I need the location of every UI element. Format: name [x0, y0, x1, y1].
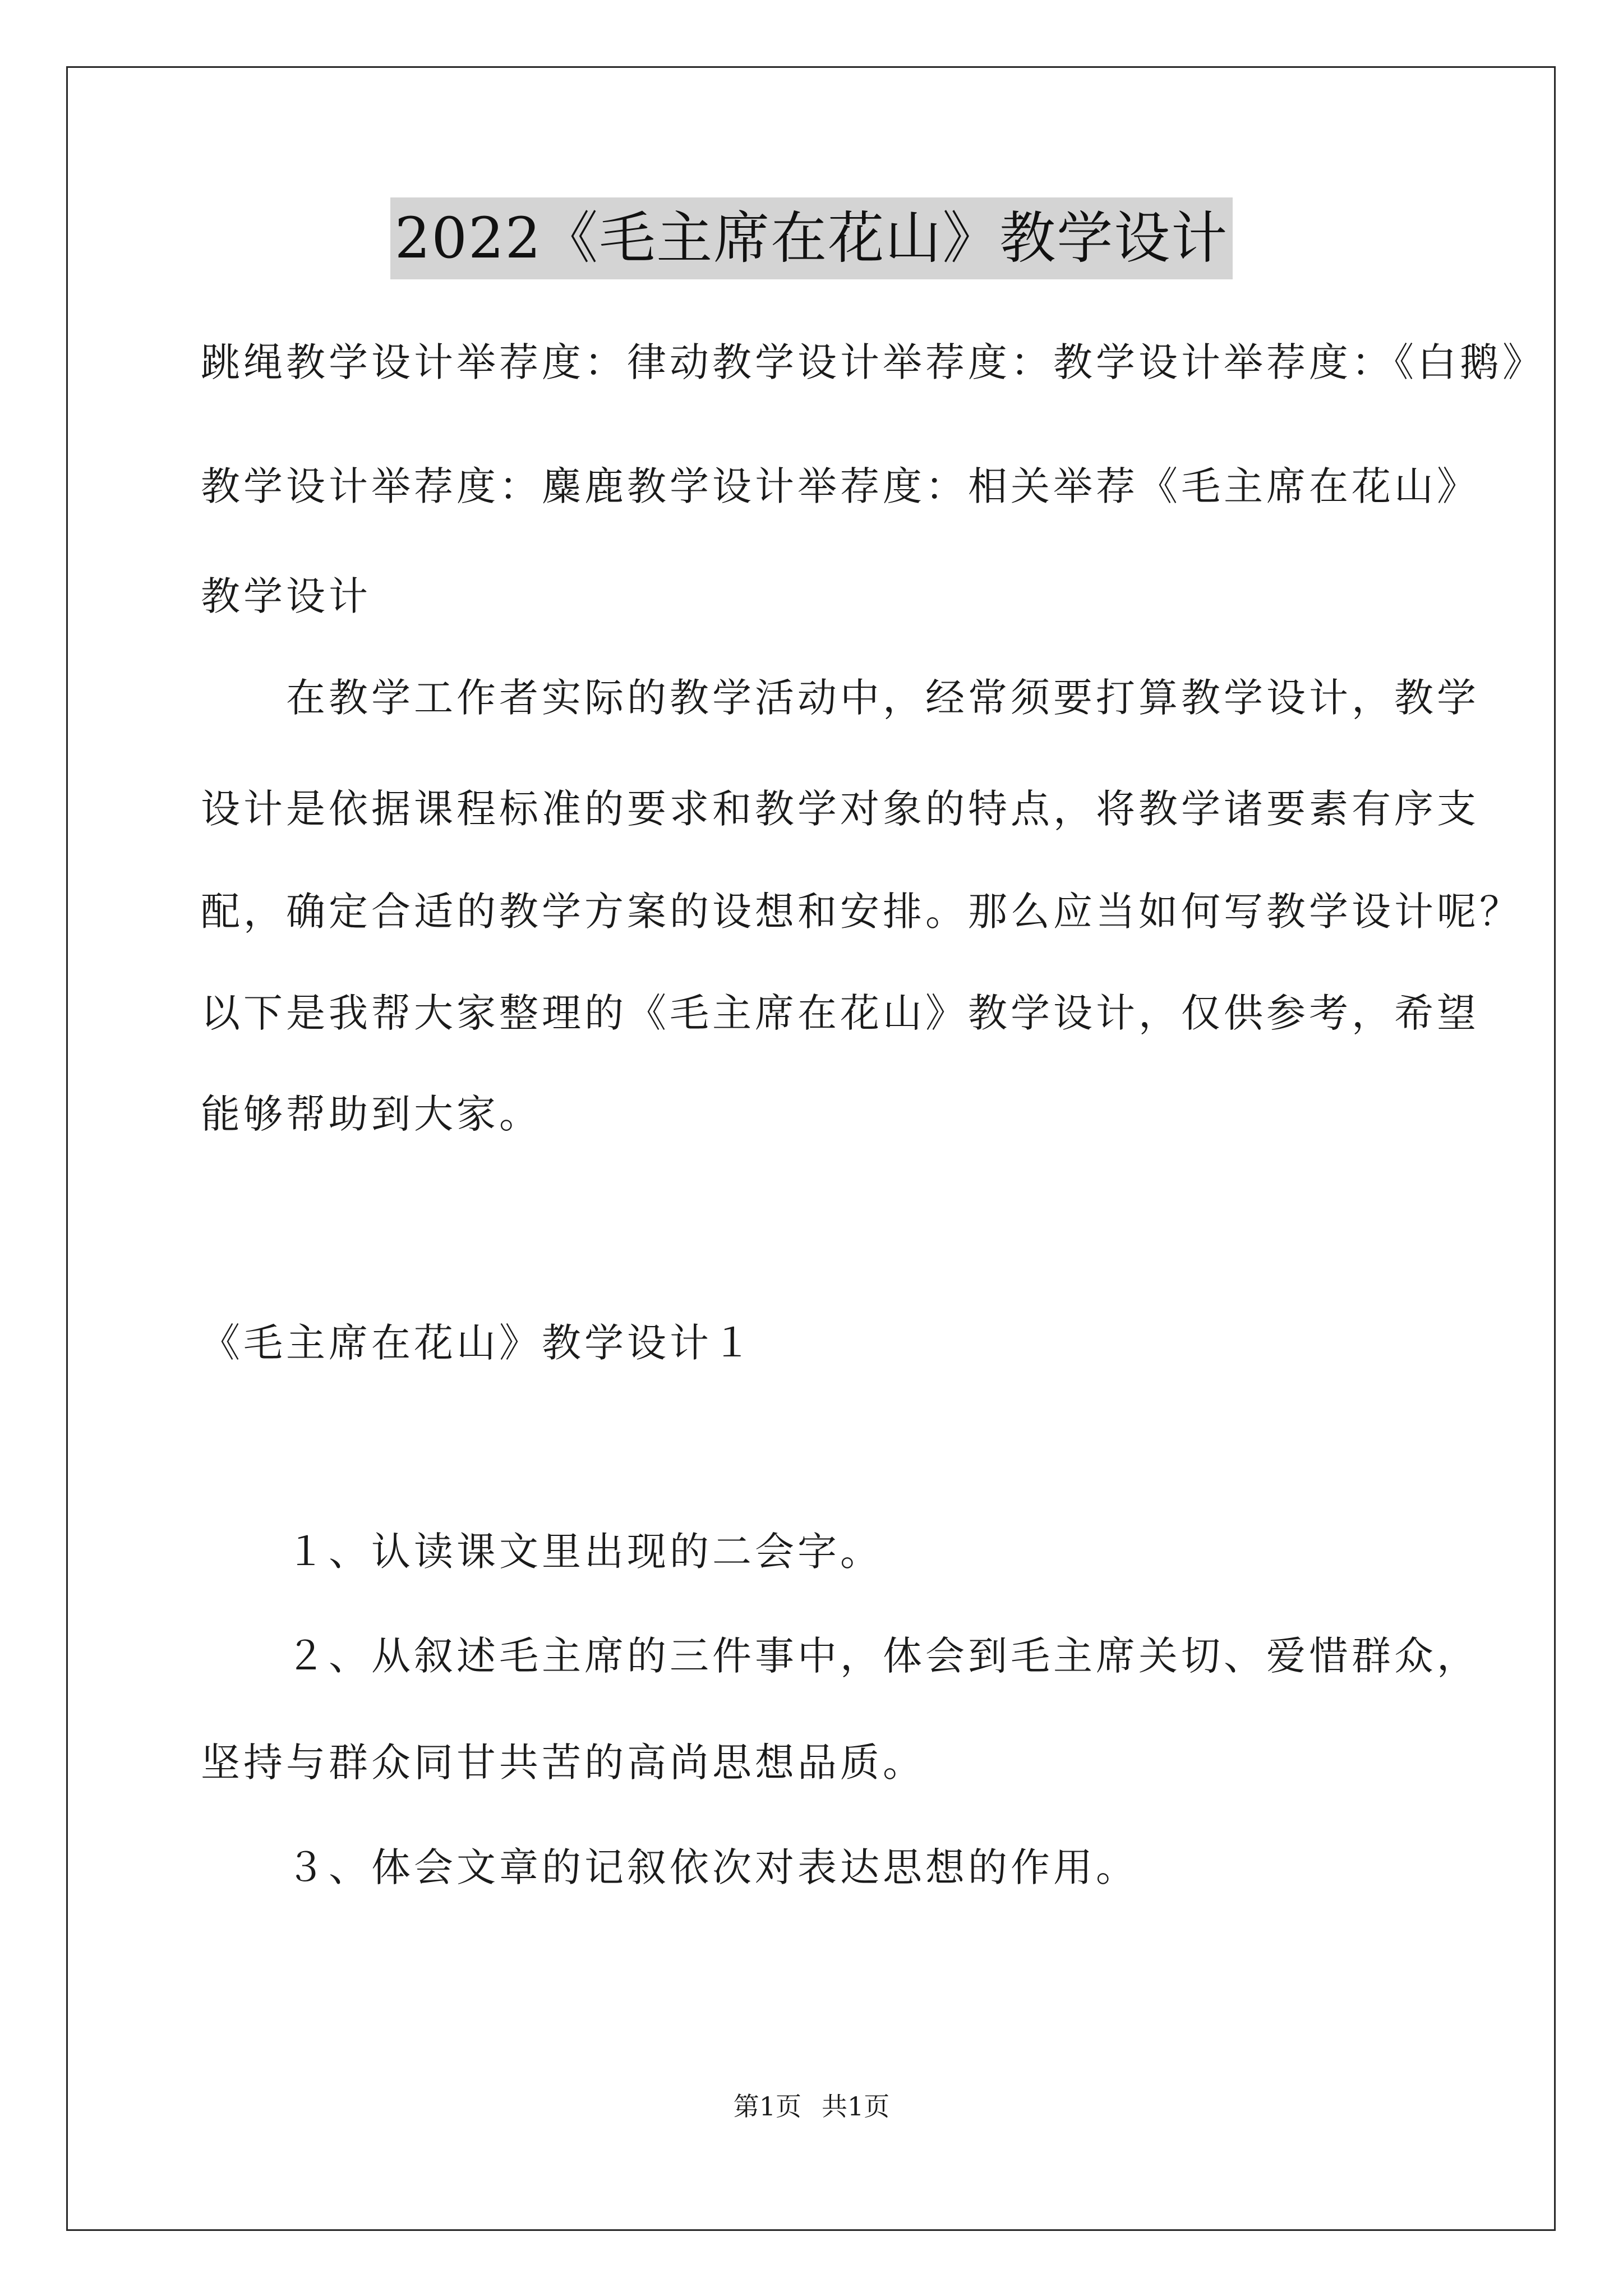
page-footer — [0, 2090, 1623, 2123]
body-paragraph-line: 以下是我帮大家整理的《毛主席在花山》教学设计，仅供参考，希望 — [201, 990, 1479, 1036]
goal-line: 坚持与群众同甘共苦的高尚思想品质。 — [201, 1740, 925, 1786]
body-paragraph-line: 配，确定合适的教学方案的设想和安排。那么应当如何写教学设计呢？ — [201, 889, 1522, 935]
page-border — [66, 66, 1556, 2231]
title-container — [0, 197, 1623, 279]
page-number-current: 第1页 — [733, 2091, 801, 2122]
body-paragraph-line: 在教学工作者实际的教学活动中，经常须要打算教学设计，教学 — [201, 675, 1479, 721]
intro-line: 跳绳教学设计举荐度：律动教学设计举荐度：教学设计举荐度：《白鹅》 — [201, 339, 1545, 385]
intro-line: 教学设计 — [201, 573, 371, 619]
document-title: 2022《毛主席在花山》教学设计 — [390, 197, 1233, 279]
intro-line: 教学设计举荐度：麋鹿教学设计举荐度：相关举荐《毛主席在花山》 — [201, 463, 1479, 509]
section-heading: 《毛主席在花山》教学设计１ — [201, 1320, 755, 1366]
goal-line: １、认读课文里出现的二会字。 — [201, 1529, 883, 1575]
goal-line: ２、从叙述毛主席的三件事中，体会到毛主席关切、爱惜群众， — [201, 1633, 1479, 1679]
page-number-total: 共1页 — [822, 2091, 890, 2122]
goal-line: ３、体会文章的记叙依次对表达思想的作用。 — [201, 1844, 1138, 1890]
body-paragraph-line: 能够帮助到大家。 — [201, 1091, 542, 1137]
body-paragraph-line: 设计是依据课程标准的要求和教学对象的特点，将教学诸要素有序支 — [201, 786, 1479, 832]
